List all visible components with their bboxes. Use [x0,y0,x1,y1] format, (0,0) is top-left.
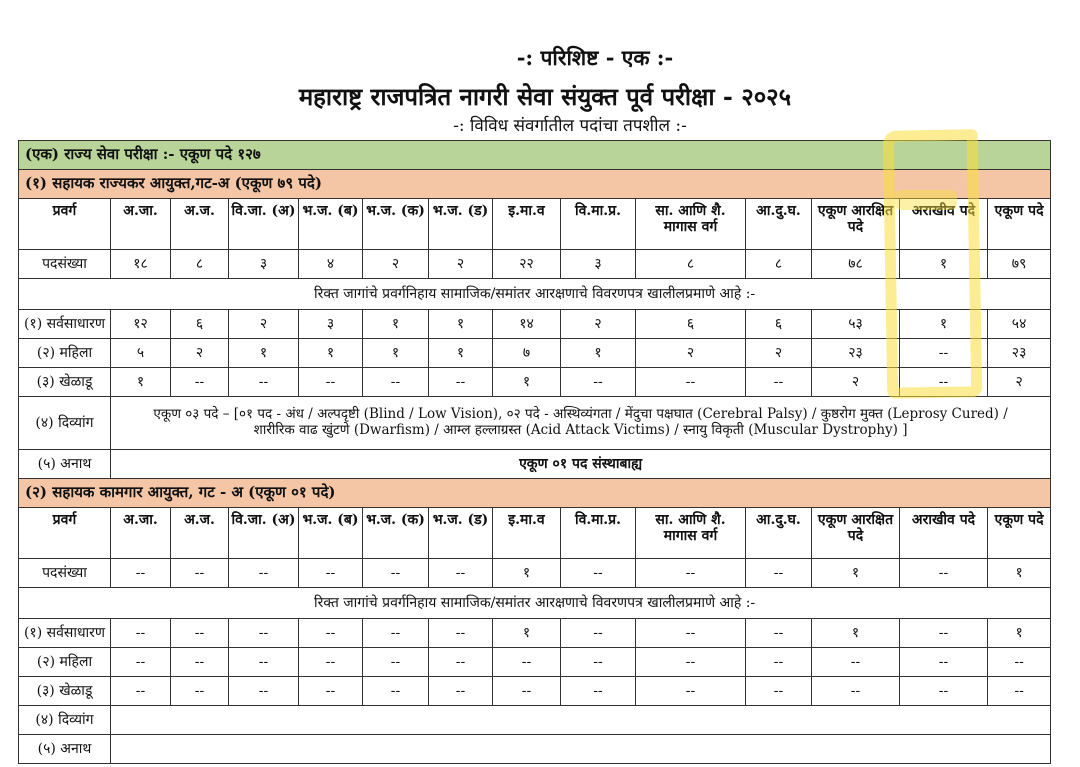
table-cell: -- [746,559,812,588]
table-cell: -- [429,368,493,397]
table-cell: ३ [561,250,636,279]
row-label: (१) सर्वसाधारण [19,619,111,648]
table-cell: ५३ [812,310,900,339]
reservation-note: रिक्त जागांचे प्रवर्गनिहाय सामाजिक/समांतर आरक्षणाचे विवरणपत्र खालीलप्रमाणे आहे :- [19,588,1051,619]
disabled-line-1: एकूण ०३ पदे – [०१ पद - अंध / अल्पदृष्टी (Blind / Low Vision), ०२ पदे - अस्थिव्यंगता / मेंदुचा पक्षघात (Cerebral Palsy) / कुष्ठरोग मुक्त (Leprosy Cured) / [153,406,1008,423]
table-cell: -- [299,677,363,706]
table-cell: २ [636,339,746,368]
table-cell: -- [363,677,429,706]
table-cell: २ [746,339,812,368]
table-cell: १ [493,368,561,397]
appendix-title: -: परिशिष्ट - एक :- [516,45,674,70]
table-cell: १ [812,619,900,648]
post-count-row [19,559,1051,588]
note-row [19,588,1051,619]
column-header: अ.ज. [171,199,229,250]
column-header: एकूण आरक्षित पदे [812,199,900,250]
row-label: (२) महिला [19,648,111,677]
table-cell: १ [429,310,493,339]
exam-heading: (एक) राज्य सेवा परीक्षा :- एकूण पदे १२७ [19,141,1051,170]
row-label: (५) अनाथ [19,735,111,764]
table-cell: १ [363,339,429,368]
header-row [19,199,1051,250]
table-cell: २ [988,368,1051,397]
table-cell: ६ [636,310,746,339]
column-header: वि.मा.प्र. [561,199,636,250]
table-cell: -- [812,648,900,677]
table-cell: -- [561,368,636,397]
table-cell: -- [363,619,429,648]
table-subtitle: -: विविध संवर्गातील पदांचा तपशील :- [453,116,687,136]
row-label: (४) दिव्यांग [19,397,111,450]
column-header: भ.ज. (क) [363,508,429,559]
column-header: एकूण आरक्षित पदे [812,508,900,559]
table-cell: २ [812,368,900,397]
table-cell: -- [636,677,746,706]
table-cell: -- [171,648,229,677]
post-heading-row [19,170,1051,199]
table-cell: -- [429,559,493,588]
table-cell: -- [111,559,171,588]
table-cell: १ [493,619,561,648]
table-cell: -- [746,677,812,706]
table-cell: -- [636,559,746,588]
row-label: पदसंख्या [19,559,111,588]
column-header: प्रवर्ग [19,508,111,559]
table-cell: -- [299,648,363,677]
table-cell: ६ [171,310,229,339]
disabled-row [19,706,1051,735]
table-cell: १ [299,339,363,368]
table-cell: २ [171,339,229,368]
header-row [19,508,1051,559]
orphan-details [111,735,1051,764]
column-header: वि.मा.प्र. [561,508,636,559]
table-cell: २२ [493,250,561,279]
table-cell: १ [493,559,561,588]
category-row [19,648,1051,677]
column-header: एकूण पदे [988,508,1051,559]
table-cell: -- [229,648,299,677]
row-label: (३) खेळाडू [19,368,111,397]
post-heading-row [19,479,1051,508]
table-cell: १ [363,310,429,339]
table-cell: -- [171,368,229,397]
column-header: वि.जा. (अ) [229,199,299,250]
row-label: पदसंख्या [19,250,111,279]
table-cell: -- [900,339,988,368]
table-cell: -- [636,648,746,677]
table-cell: २ [561,310,636,339]
table-cell: -- [111,619,171,648]
note-row [19,279,1051,310]
table-cell: -- [493,677,561,706]
column-header: इ.मा.व [493,199,561,250]
table-cell: ८ [636,250,746,279]
post-heading: (२) सहायक कामगार आयुक्त, गट - अ (एकूण ०१ पदे) [19,479,1051,508]
table-cell: -- [363,559,429,588]
table-cell: ७८ [812,250,900,279]
table-cell: १ [561,339,636,368]
row-label: (४) दिव्यांग [19,706,111,735]
column-header: अराखीव पदे [900,199,988,250]
column-header: भ.ज. (ड) [429,508,493,559]
table-cell: -- [299,559,363,588]
table-cell: -- [229,677,299,706]
table-cell: -- [988,648,1051,677]
row-label: (५) अनाथ [19,450,111,479]
table-cell: -- [812,677,900,706]
table-cell: १ [988,619,1051,648]
table-cell: १४ [493,310,561,339]
table-cell: -- [636,368,746,397]
table-cell: -- [900,559,988,588]
table-cell: -- [171,619,229,648]
table-cell: १८ [111,250,171,279]
disabled-line-2: शारीरिक वाढ खुंटणे (Dwarfism) / आम्ल हल्लाग्रस्त (Acid Attack Victims) / स्नायु विकृती (Muscular Dystrophy) ] [253,422,908,438]
table-cell: ६ [746,310,812,339]
vacancy-table-body [19,141,1051,764]
table-cell: -- [299,368,363,397]
post-count-row [19,250,1051,279]
table-cell: ७९ [988,250,1051,279]
orphan-row [19,450,1051,479]
column-header: अ.जा. [111,199,171,250]
table-cell: १ [229,339,299,368]
table-cell: -- [561,648,636,677]
table-cell: -- [746,619,812,648]
category-row [19,339,1051,368]
row-label: (३) खेळाडू [19,677,111,706]
table-cell: -- [229,619,299,648]
table-cell: ५ [111,339,171,368]
table-cell: -- [746,368,812,397]
table-cell: -- [429,619,493,648]
reservation-note: रिक्त जागांचे प्रवर्गनिहाय सामाजिक/समांतर आरक्षणाचे विवरणपत्र खालीलप्रमाणे आहे :- [19,279,1051,310]
table-cell: ८ [746,250,812,279]
table-cell: २३ [812,339,900,368]
column-header: सा. आणि शै. मागास वर्ग [636,508,746,559]
table-cell: -- [746,648,812,677]
table-cell: -- [111,648,171,677]
table-cell: ५४ [988,310,1051,339]
column-header: एकूण पदे [988,199,1051,250]
table-cell: -- [171,559,229,588]
table-cell: -- [229,559,299,588]
table-cell: -- [561,677,636,706]
table-cell: -- [900,619,988,648]
table-cell: ८ [171,250,229,279]
table-cell: -- [900,677,988,706]
table-cell: -- [299,619,363,648]
table-cell: -- [229,368,299,397]
category-row [19,619,1051,648]
table-cell: १ [111,368,171,397]
column-header: प्रवर्ग [19,199,111,250]
column-header: आ.दु.घ. [746,199,812,250]
table-cell: १ [429,339,493,368]
orphan-row [19,735,1051,764]
row-label: (१) सर्वसाधारण [19,310,111,339]
table-cell: -- [561,619,636,648]
column-header: आ.दु.घ. [746,508,812,559]
category-row [19,677,1051,706]
exam-heading-row [19,141,1051,170]
column-header: भ.ज. (ब) [299,199,363,250]
disabled-details [111,397,1051,450]
table-cell: -- [493,648,561,677]
table-cell: ७ [493,339,561,368]
exam-title: महाराष्ट्र राजपत्रित नागरी सेवा संयुक्त पूर्व परीक्षा - २०२५ [298,82,792,111]
table-cell: -- [363,368,429,397]
table-cell: -- [363,648,429,677]
table-cell: -- [900,368,988,397]
disabled-row [19,397,1051,450]
column-header: अ.जा. [111,508,171,559]
table-cell: -- [111,677,171,706]
table-cell: -- [636,619,746,648]
row-label: (२) महिला [19,339,111,368]
column-header: सा. आणि शै. मागास वर्ग [636,199,746,250]
table-cell: २ [429,250,493,279]
category-row [19,310,1051,339]
table-cell: १२ [111,310,171,339]
vacancy-table [18,140,1051,764]
post-heading: (१) सहायक राज्यकर आयुक्त,गट-अ (एकूण ७९ पदे) [19,170,1051,199]
column-header: अराखीव पदे [900,508,988,559]
orphan-details: एकूण ०१ पद संस्थाबाह्य [111,450,1051,479]
table-cell: -- [900,648,988,677]
column-header: भ.ज. (ड) [429,199,493,250]
column-header: अ.ज. [171,508,229,559]
table-cell: -- [988,677,1051,706]
table-cell: -- [171,677,229,706]
table-cell: १ [900,310,988,339]
table-cell: -- [429,648,493,677]
table-cell: -- [561,559,636,588]
table-cell: ४ [299,250,363,279]
table-cell: १ [812,559,900,588]
column-header: भ.ज. (क) [363,199,429,250]
table-cell: २ [363,250,429,279]
table-cell: १ [988,559,1051,588]
table-cell: २ [229,310,299,339]
table-cell: २३ [988,339,1051,368]
disabled-details [111,706,1051,735]
column-header: भ.ज. (ब) [299,508,363,559]
column-header: वि.जा. (अ) [229,508,299,559]
table-cell: ३ [229,250,299,279]
category-row [19,368,1051,397]
column-header: इ.मा.व [493,508,561,559]
table-cell: १ [900,250,988,279]
table-cell: -- [429,677,493,706]
table-cell: ३ [299,310,363,339]
